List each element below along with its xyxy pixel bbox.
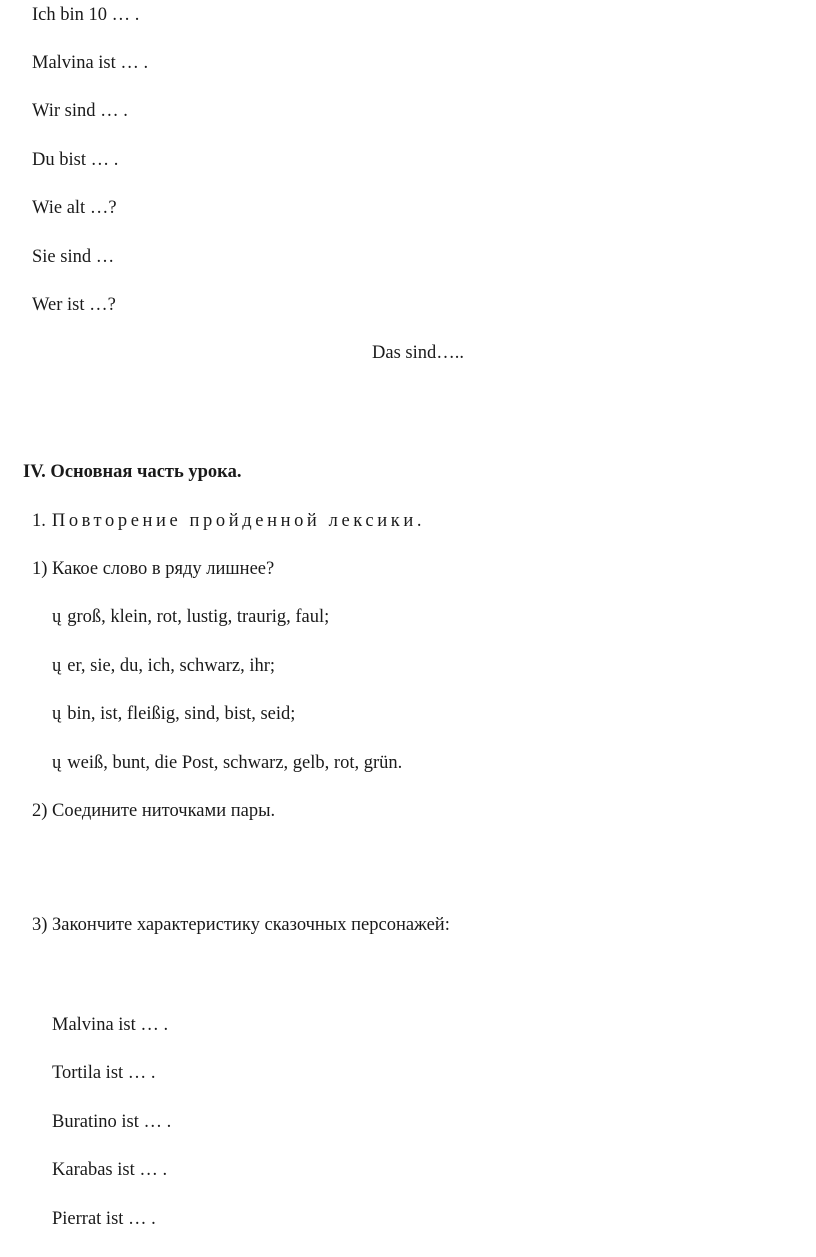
subheading-number: 1. — [32, 511, 46, 531]
intro-line-2: Malvina ist … . — [32, 53, 149, 73]
intro-line-5: Wie alt …? — [32, 198, 117, 218]
task-3-item: Buratino ist … . — [52, 1112, 172, 1132]
intro-line-4: Du bist … . — [32, 150, 119, 170]
task-1-item — [52, 703, 295, 725]
section-heading: IV. Основная часть урока. — [23, 462, 242, 482]
task-3-item: Karabas ist … . — [52, 1160, 168, 1180]
task-1-item-text: bin, ist, fleißig, sind, bist, seid; — [67, 704, 296, 724]
task-3-title: 3) Закончите характеристику сказочных персонажей: — [32, 915, 450, 935]
intro-line-1: Ich bin 10 … . — [32, 5, 140, 25]
intro-line-6: Sie sind … — [32, 247, 115, 267]
task-1-item — [52, 606, 329, 628]
task-3-item: Tortila ist … . — [52, 1063, 156, 1083]
bullet-icon: ų — [52, 607, 62, 627]
task-3-item: Malvina ist … . — [52, 1015, 169, 1035]
task-1-item-text: er, sie, du, ich, schwarz, ihr; — [67, 656, 276, 676]
centered-line: Das sind….. — [372, 343, 464, 363]
intro-line-7: Wer ist …? — [32, 295, 116, 315]
task-1-item — [52, 655, 275, 677]
subheading — [32, 510, 425, 532]
task-1-item — [52, 752, 402, 774]
bullet-icon: ų — [52, 656, 62, 676]
bullet-icon: ų — [52, 704, 62, 724]
task-1-title: 1) Какое слово в ряду лишнее? — [32, 559, 275, 579]
task-1-item-text: groß, klein, rot, lustig, traurig, faul; — [67, 607, 330, 627]
intro-line-3: Wir sind … . — [32, 101, 128, 121]
task-2-title: 2) Соедините ниточками пары. — [32, 801, 276, 821]
subheading-text: Повторение пройденной лексики. — [51, 511, 426, 531]
task-1-item-text: weiß, bunt, die Post, schwarz, gelb, rot, grün. — [67, 753, 403, 773]
task-3-item: Pierrat ist … . — [52, 1209, 156, 1229]
bullet-icon: ų — [52, 753, 62, 773]
